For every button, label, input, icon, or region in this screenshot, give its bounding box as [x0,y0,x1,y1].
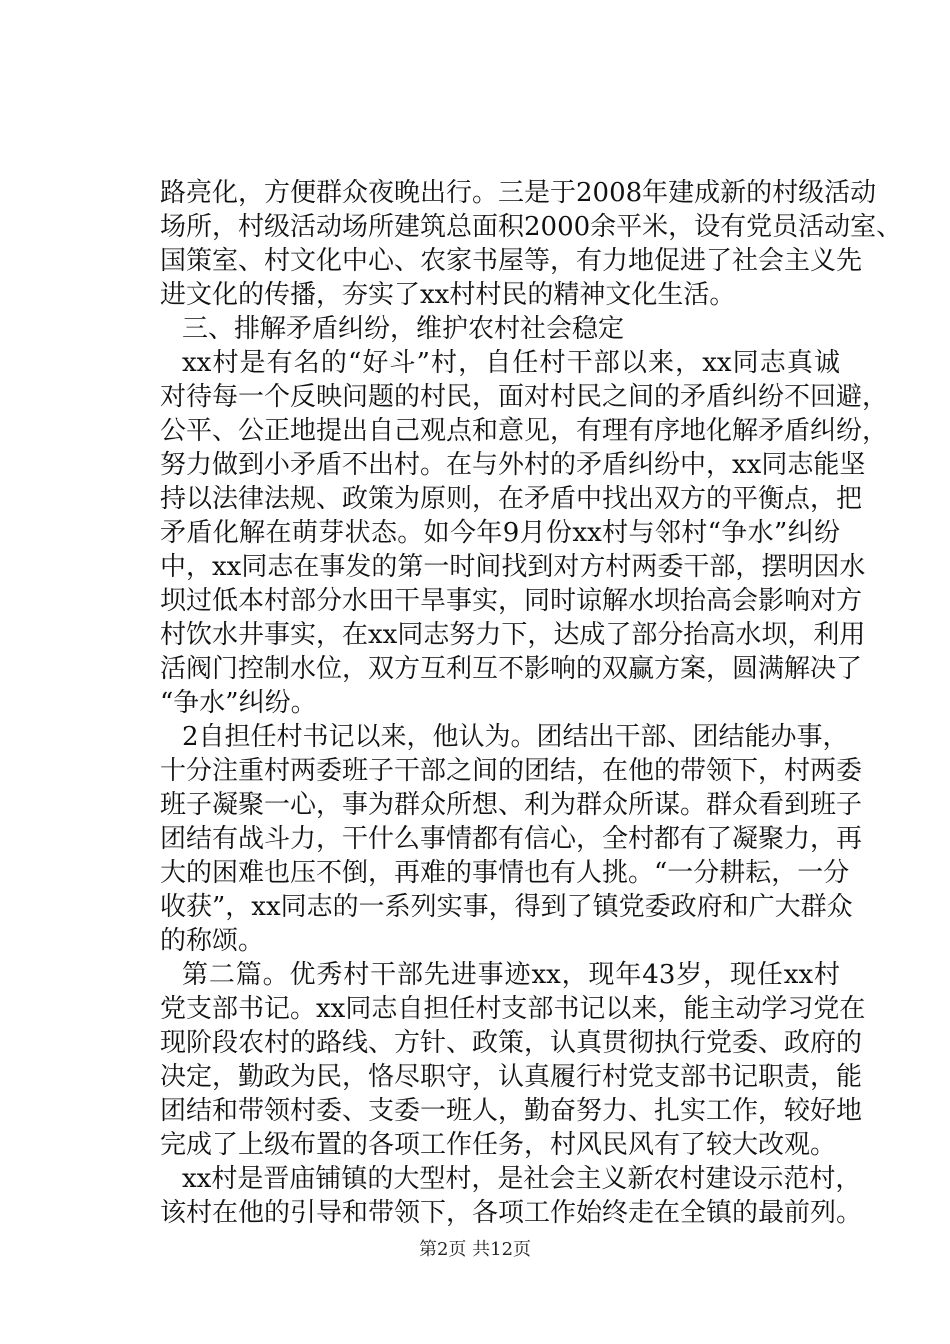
text-line: 村饮水井事实，在xx同志努力下，达成了部分抬高水坝，利用 [160,620,866,650]
text-line: xx村是晋庙铺镇的大型村，是社会主义新农村建设示范村， [182,1164,862,1194]
text-line: 十分注重村两委班子干部之间的团结，在他的带领下，村两委 [160,756,863,786]
text-line: 公平、公正地提出自己观点和意见，有理有序地化解矛盾纠纷， [160,416,889,446]
text-line: 努力做到小矛盾不出村。在与外村的矛盾纠纷中，xx同志能坚 [160,450,866,480]
text-line: xx村是有名的“好斗”村，自任村干部以来，xx同志真诚 [182,348,840,378]
text-line: 国策室、村文化中心、农家书屋等，有力地促进了社会主义先 [160,246,863,276]
text-line: 持以法律法规、政策为原则，在矛盾中找出双方的平衡点，把 [160,484,863,514]
text-line: 2自担任村书记以来，他认为。团结出干部、团结能办事， [182,722,849,752]
text-line: 大的困难也压不倒，再难的事情也有人挑。“一分耕耘，一分 [160,858,850,888]
text-line: 场所，村级活动场所建筑总面积2000余平米，设有党员活动室、 [160,212,903,242]
text-line: 的称颂。 [160,926,265,956]
text-line: 中，xx同志在事发的第一时间找到对方村两委干部，摆明因水 [160,552,866,582]
text-line: “争水”纠纷。 [160,688,317,718]
text-line: 坝过低本村部分水田干旱事实，同时谅解水坝抬高会影响对方 [160,586,863,616]
page-footer: 第2页 共12页 [418,1239,532,1260]
text-line: 班子凝聚一心，事为群众所想、利为群众所谋。群众看到班子 [160,790,863,820]
section-heading: 三、排解矛盾纠纷，维护农村社会稳定 [182,314,625,344]
text-line: 完成了上级布置的各项工作任务，村风民风有了较大改观。 [160,1130,837,1160]
text-line: 该村在他的引导和带领下，各项工作始终走在全镇的最前列。 [160,1198,863,1228]
text-line: 对待每一个反映问题的村民，面对村民之间的矛盾纠纷不回避， [160,382,889,412]
text-line: 收获”，xx同志的一系列实事，得到了镇党委政府和广大群众 [160,892,853,922]
text-line: 路亮化，方便群众夜晚出行。三是于2008年建成新的村级活动 [160,178,877,208]
text-line: 团结有战斗力，干什么事情都有信心，全村都有了凝聚力，再 [160,824,863,854]
text-line: 矛盾化解在萌芽状态。如今年9月份xx村与邻村“争水”纠纷 [160,518,840,548]
text-line: 党支部书记。xx同志自担任村支部书记以来，能主动学习党在 [160,994,866,1024]
text-line: 第二篇。优秀村干部先进事迹xx，现年43岁，现任xx村 [182,960,840,990]
text-line: 现阶段农村的路线、方针、政策，认真贯彻执行党委、政府的 [160,1028,863,1058]
text-line: 决定，勤政为民，恪尽职守，认真履行村党支部书记职责，能 [160,1062,863,1092]
text-line: 团结和带领村委、支委一班人，勤奋努力、扎实工作，较好地 [160,1096,863,1126]
text-line: 进文化的传播，夯实了xx村村民的精神文化生活。 [160,280,736,310]
text-line: 活阀门控制水位，双方互利互不影响的双赢方案，圆满解决了 [160,654,863,684]
